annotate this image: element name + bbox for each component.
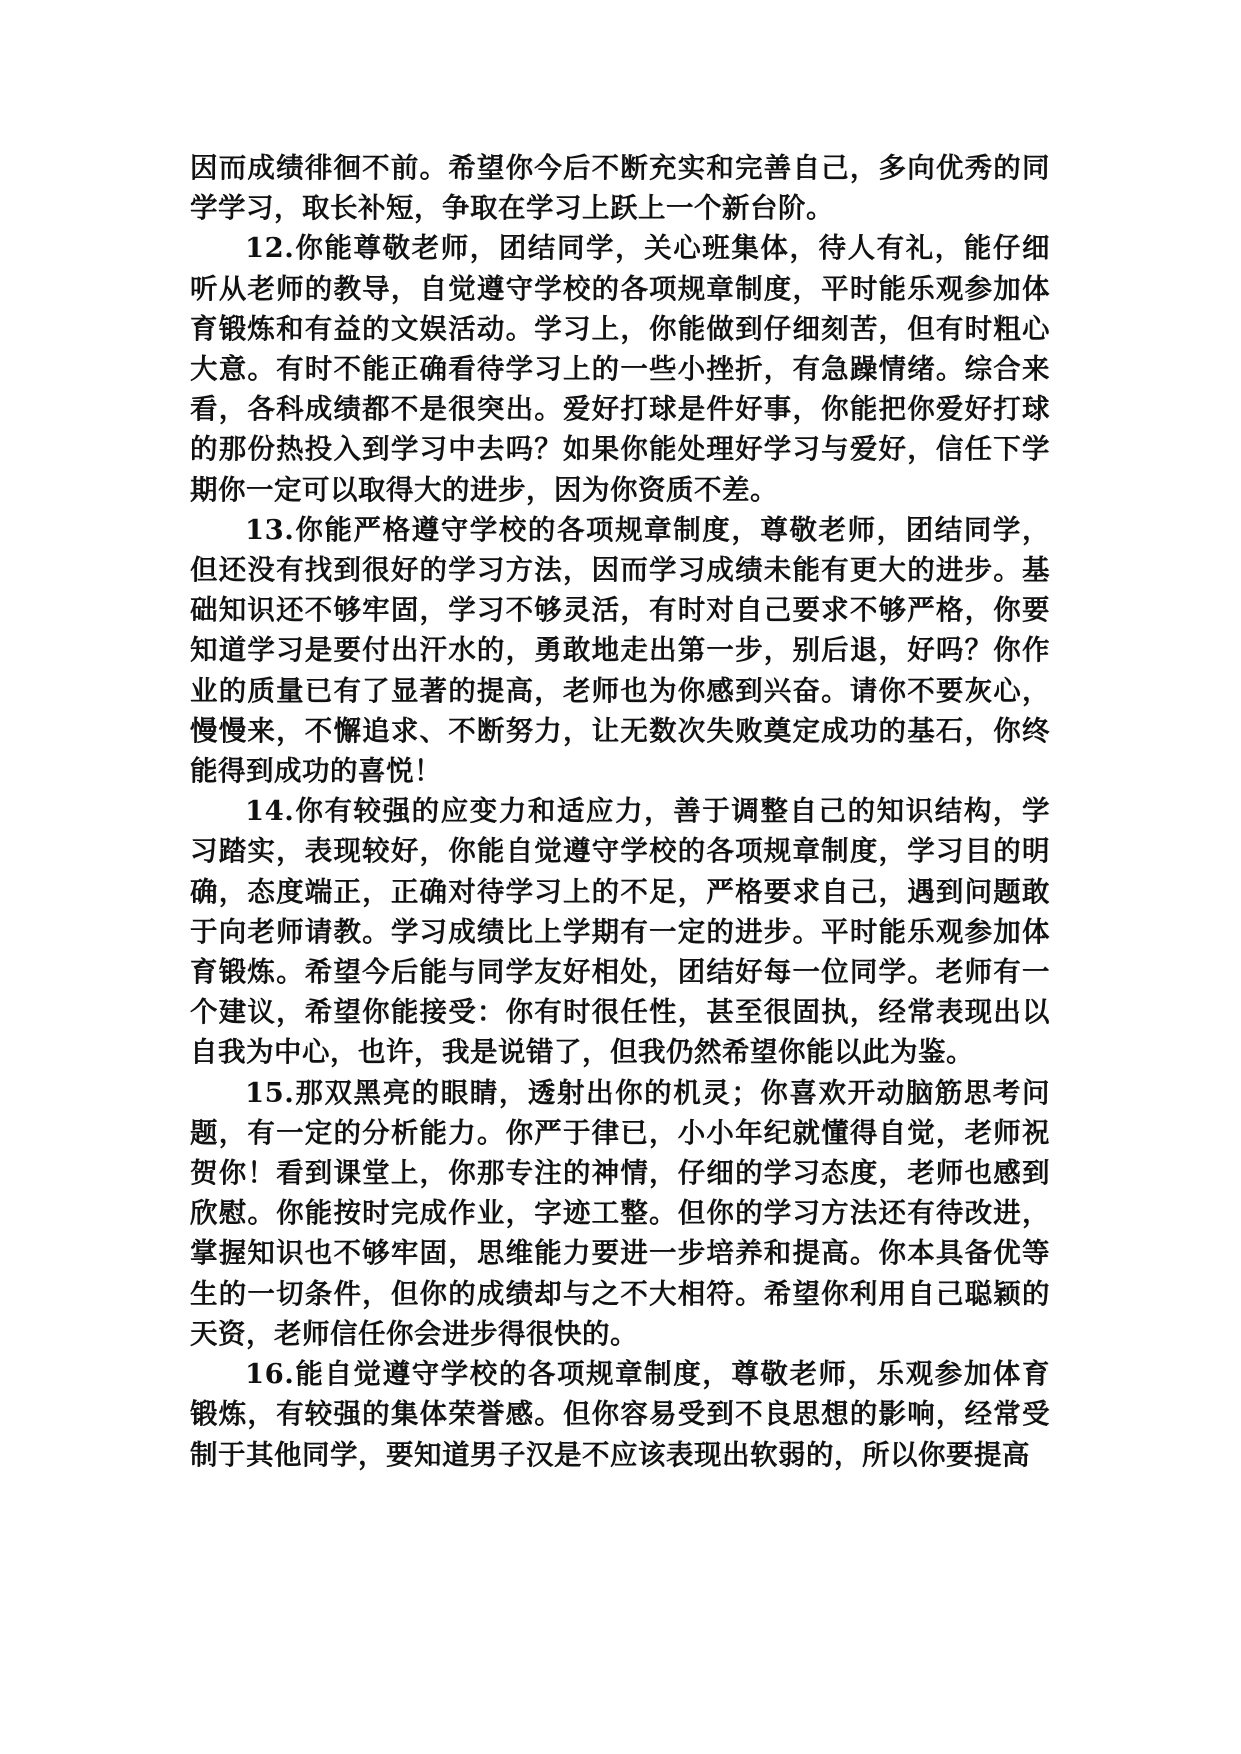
paragraph-comment-12: 12.你能尊敬老师，团结同学，关心班集体，待人有礼，能仔细听从老师的教导，自觉遵守学校的各项规章制度，平时能乐观参加体育锻炼和有益的文娱活动。学习上，你能做到仔细刻苦，但有时粗心大意。有时不能正确看待学习上的一些小挫折，有急躁情绪。综合来看，各科成绩都不是很突出。爱好打球是件好事，你能把你爱好打球的那份热投入到学习中去吗？如果你能处理好学习与爱好，信任下学期你一定可以取得大的进步，因为你资质不差。 [190,232,1050,506]
paragraph-comment-16: 16.能自觉遵守学校的各项规章制度，尊敬老师，乐观参加体育锻炼，有较强的集体荣誉感。但你容易受到不良思想的影响，经常受制于其他同学，要知道男子汉是不应该表现出软弱的，所以你要提高 [190,1358,1050,1471]
paragraph-comment-15: 15.那双黑亮的眼睛，透射出你的机灵；你喜欢开动脑筋思考问题，有一定的分析能力。你严于律已，小小年纪就懂得自觉，老师祝贺你！看到课堂上，你那专注的神情，仔细的学习态度，老师也感到欣慰。你能按时完成作业，字迹工整。但你的学习方法还有待改进，掌握知识也不够牢固，思维能力要进一步培养和提高。你本具备优等生的一切条件，但你的成绩却与之不大相符。希望你利用自己聪颖的天资，老师信任你会进步得很快的。 [190,1076,1050,1350]
paragraph-continuation: 因而成绩徘徊不前。希望你今后不断充实和完善自己，多向优秀的同学学习，取长补短，争取在学习上跃上一个新台阶。 [190,152,1050,225]
paragraph-comment-13: 13.你能严格遵守学校的各项规章制度，尊敬老师，团结同学，但还没有找到很好的学习方法，因而学习成绩未能有更大的进步。基础知识还不够牢固，学习不够灵活，有时对自己要求不够严格，你要知道学习是要付出汗水的，勇敢地走出第一步，别后退，好吗？你作业的质量已有了显著的提高，老师也为你感到兴奋。请你不要灰心，慢慢来，不懈追求、不断努力，让无数次失败奠定成功的基石，你终能得到成功的喜悦！ [190,513,1050,788]
paragraph-comment-14: 14.你有较强的应变力和适应力，善于调整自己的知识结构，学习踏实，表现较好，你能自觉遵守学校的各项规章制度，学习目的明确，态度端正，正确对待学习上的不足，严格要求自己，遇到问题敢于向老师请教。学习成绩比上学期有一定的进步。平时能乐观参加体育锻炼。希望今后能与同学友好相处，团结好每一位同学。老师有一个建议，希望你能接受：你有时很任性，甚至很固执，经常表现出以自我为中心，也许，我是说错了，但我仍然希望你能以此为鉴。 [190,795,1050,1069]
document-body [190,148,1050,1475]
